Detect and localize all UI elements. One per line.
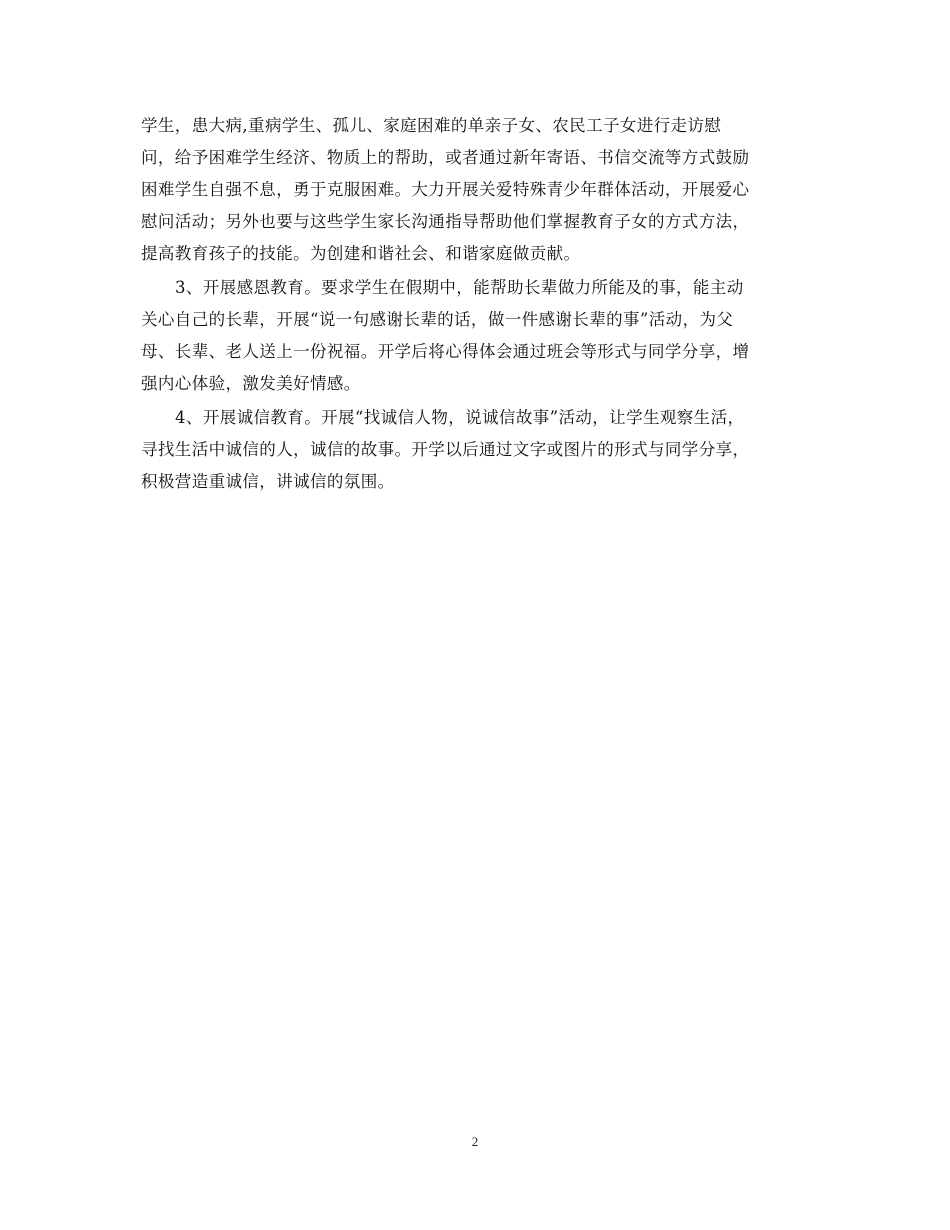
text-line: 困难学生自强不息，勇于克服困难。大力开展关爱特殊青少年群体活动，开展爱心 xyxy=(141,180,750,199)
text-line: 慰问活动；另外也要与这些学生家长沟通指导帮助他们掌握教育子女的方式方法， xyxy=(141,212,750,231)
text-line: 3、开展感恩教育。要求学生在假期中，能帮助长辈做力所能及的事，能主动 xyxy=(175,278,744,297)
body-text xyxy=(141,110,813,498)
text-line: 积极营造重诚信，讲诚信的氛围。 xyxy=(141,472,395,491)
text-line: 问，给予困难学生经济、物质上的帮助，或者通过新年寄语、书信交流等方式鼓励 xyxy=(141,148,750,167)
text-line: 母、长辈、老人送上一份祝福。开学后将心得体会通过班会等形式与同学分享，增 xyxy=(141,342,750,361)
text-line: 提高教育孩子的技能。为创建和谐社会、和谐家庭做贡献。 xyxy=(141,244,581,263)
text-line: 寻找生活中诚信的人，诚信的故事。开学以后通过文字或图片的形式与同学分享， xyxy=(141,440,750,459)
paragraph-continuation xyxy=(141,110,813,270)
text-line: 4、开展诚信教育。开展“找诚信人物，说诚信故事”活动，让学生观察生活， xyxy=(175,408,745,427)
paragraph-integrity-education xyxy=(141,402,813,498)
text-line: 关心自己的长辈，开展“说一句感谢长辈的话，做一件感谢长辈的事”活动，为父 xyxy=(141,310,734,329)
text-line: 强内心体验，激发美好情感。 xyxy=(141,374,361,393)
paragraph-gratitude-education xyxy=(141,272,813,400)
text-line: 学生，患大病,重病学生、孤儿、家庭困难的单亲子女、农民工子女进行走访慰 xyxy=(141,116,722,135)
page-number: 2 xyxy=(471,1134,479,1149)
